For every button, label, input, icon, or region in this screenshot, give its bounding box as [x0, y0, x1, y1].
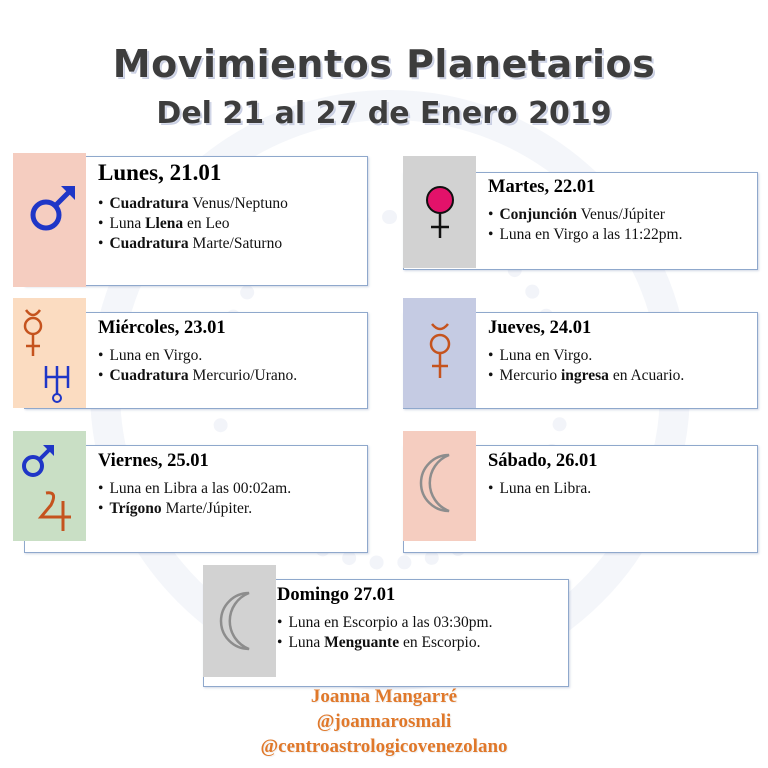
list-item: • Trígono Marte/Júpiter.	[98, 499, 291, 519]
list-item: • Luna en Virgo.	[488, 346, 684, 366]
list-item: • Mercurio ingresa en Acuario.	[488, 366, 684, 386]
day-title-lunes: Lunes, 21.01	[98, 160, 222, 185]
list-item: • Cuadratura Marte/Saturno	[98, 234, 288, 254]
page-subtitle: Del 21 al 27 de Enero 2019	[156, 96, 612, 131]
author-name: Joanna Mangarré	[310, 686, 458, 707]
day-title-domingo: Domingo 27.01	[277, 585, 396, 605]
symbol-tile-jueves	[403, 298, 476, 408]
symbol-tile-lunes	[13, 153, 86, 287]
moon-icon	[403, 431, 476, 541]
symbol-tile-miercoles	[13, 298, 86, 408]
mercury-icon	[403, 298, 476, 408]
list-item: • Luna en Virgo.	[98, 346, 297, 366]
day-title-jueves: Jueves, 24.01	[488, 318, 592, 338]
mars-icon	[13, 153, 86, 287]
list-item: • Luna en Virgo a las 11:22pm.	[488, 225, 682, 245]
instagram-handle-personal[interactable]: @joannarosmali	[316, 711, 452, 732]
list-item: • Cuadratura Mercurio/Urano.	[98, 366, 297, 386]
venus-icon	[403, 156, 476, 268]
symbol-tile-domingo	[203, 565, 276, 677]
day-title-miercoles: Miércoles, 23.01	[98, 318, 226, 338]
list-item: • Luna Llena en Leo	[98, 214, 288, 234]
day-title-viernes: Viernes, 25.01	[98, 451, 209, 471]
list-item: • Luna en Libra.	[488, 479, 598, 499]
moon-icon	[203, 565, 276, 677]
symbol-tile-sabado	[403, 431, 476, 541]
list-item: • Conjunción Venus/Júpiter	[488, 205, 682, 225]
day-title-sabado: Sábado, 26.01	[488, 451, 598, 471]
instagram-handle-center[interactable]: @centroastrologicovenezolano	[260, 736, 508, 757]
symbol-tile-martes	[403, 156, 476, 268]
list-item: • Cuadratura Venus/Neptuno	[98, 194, 288, 214]
list-item: • Luna en Escorpio a las 03:30pm.	[277, 613, 492, 633]
list-item: • Luna en Libra a las 00:02am.	[98, 479, 291, 499]
uranus-icon	[13, 298, 86, 408]
jupiter-icon	[13, 431, 86, 541]
list-item: • Luna Menguante en Escorpio.	[277, 633, 492, 653]
symbol-tile-viernes	[13, 431, 86, 541]
day-title-martes: Martes, 22.01	[488, 177, 596, 197]
page-title: Movimientos Planetarios	[112, 42, 656, 86]
